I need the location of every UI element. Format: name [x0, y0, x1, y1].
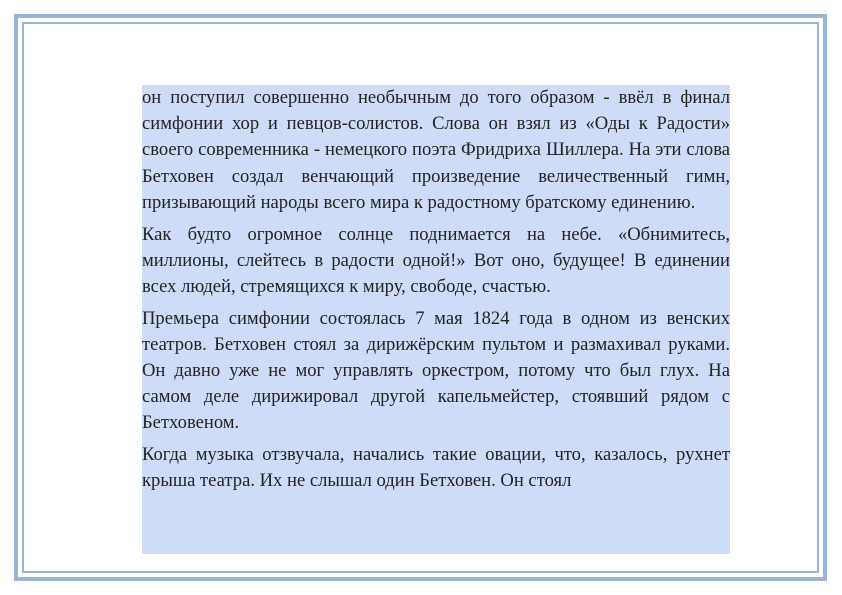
paragraph-2: Как будто огромное солнце поднимается на небе. «Обнимитесь, миллионы, слейтесь в радости одной!» Вот оно, будущее! В единении всех людей, стремящихся к миру, свободе, счастью. [142, 223, 730, 297]
paragraph-4: Когда музыка отзвучала, начались такие овации, что, казалось, рухнет крыша театра. Их не слышал один Бетховен. Он стоял [142, 444, 730, 492]
paragraph-1: он поступил совершенно необычным до того образом - ввёл в финал симфонии хор и певцов-солистов. Слова он взял из «Оды к Радости» своего современника - немецкого поэта Фридриха Шиллера. На эти слова Бетховен создал венчающий произведение величественный гимн, призывающий народы всего мира к радостному братскому единению. [142, 87, 730, 213]
text-block [142, 85, 730, 554]
paragraph-3: Премьера симфонии состоялась 7 мая 1824 года в одном из венских театров. Бетховен стоял за дирижёрским пультом и размахивал руками. Он давно уже не мог управлять оркестром, потому что был глух. На самом деле дирижировал другой капельмейстер, стоявший рядом с Бетховеном. [142, 307, 730, 434]
